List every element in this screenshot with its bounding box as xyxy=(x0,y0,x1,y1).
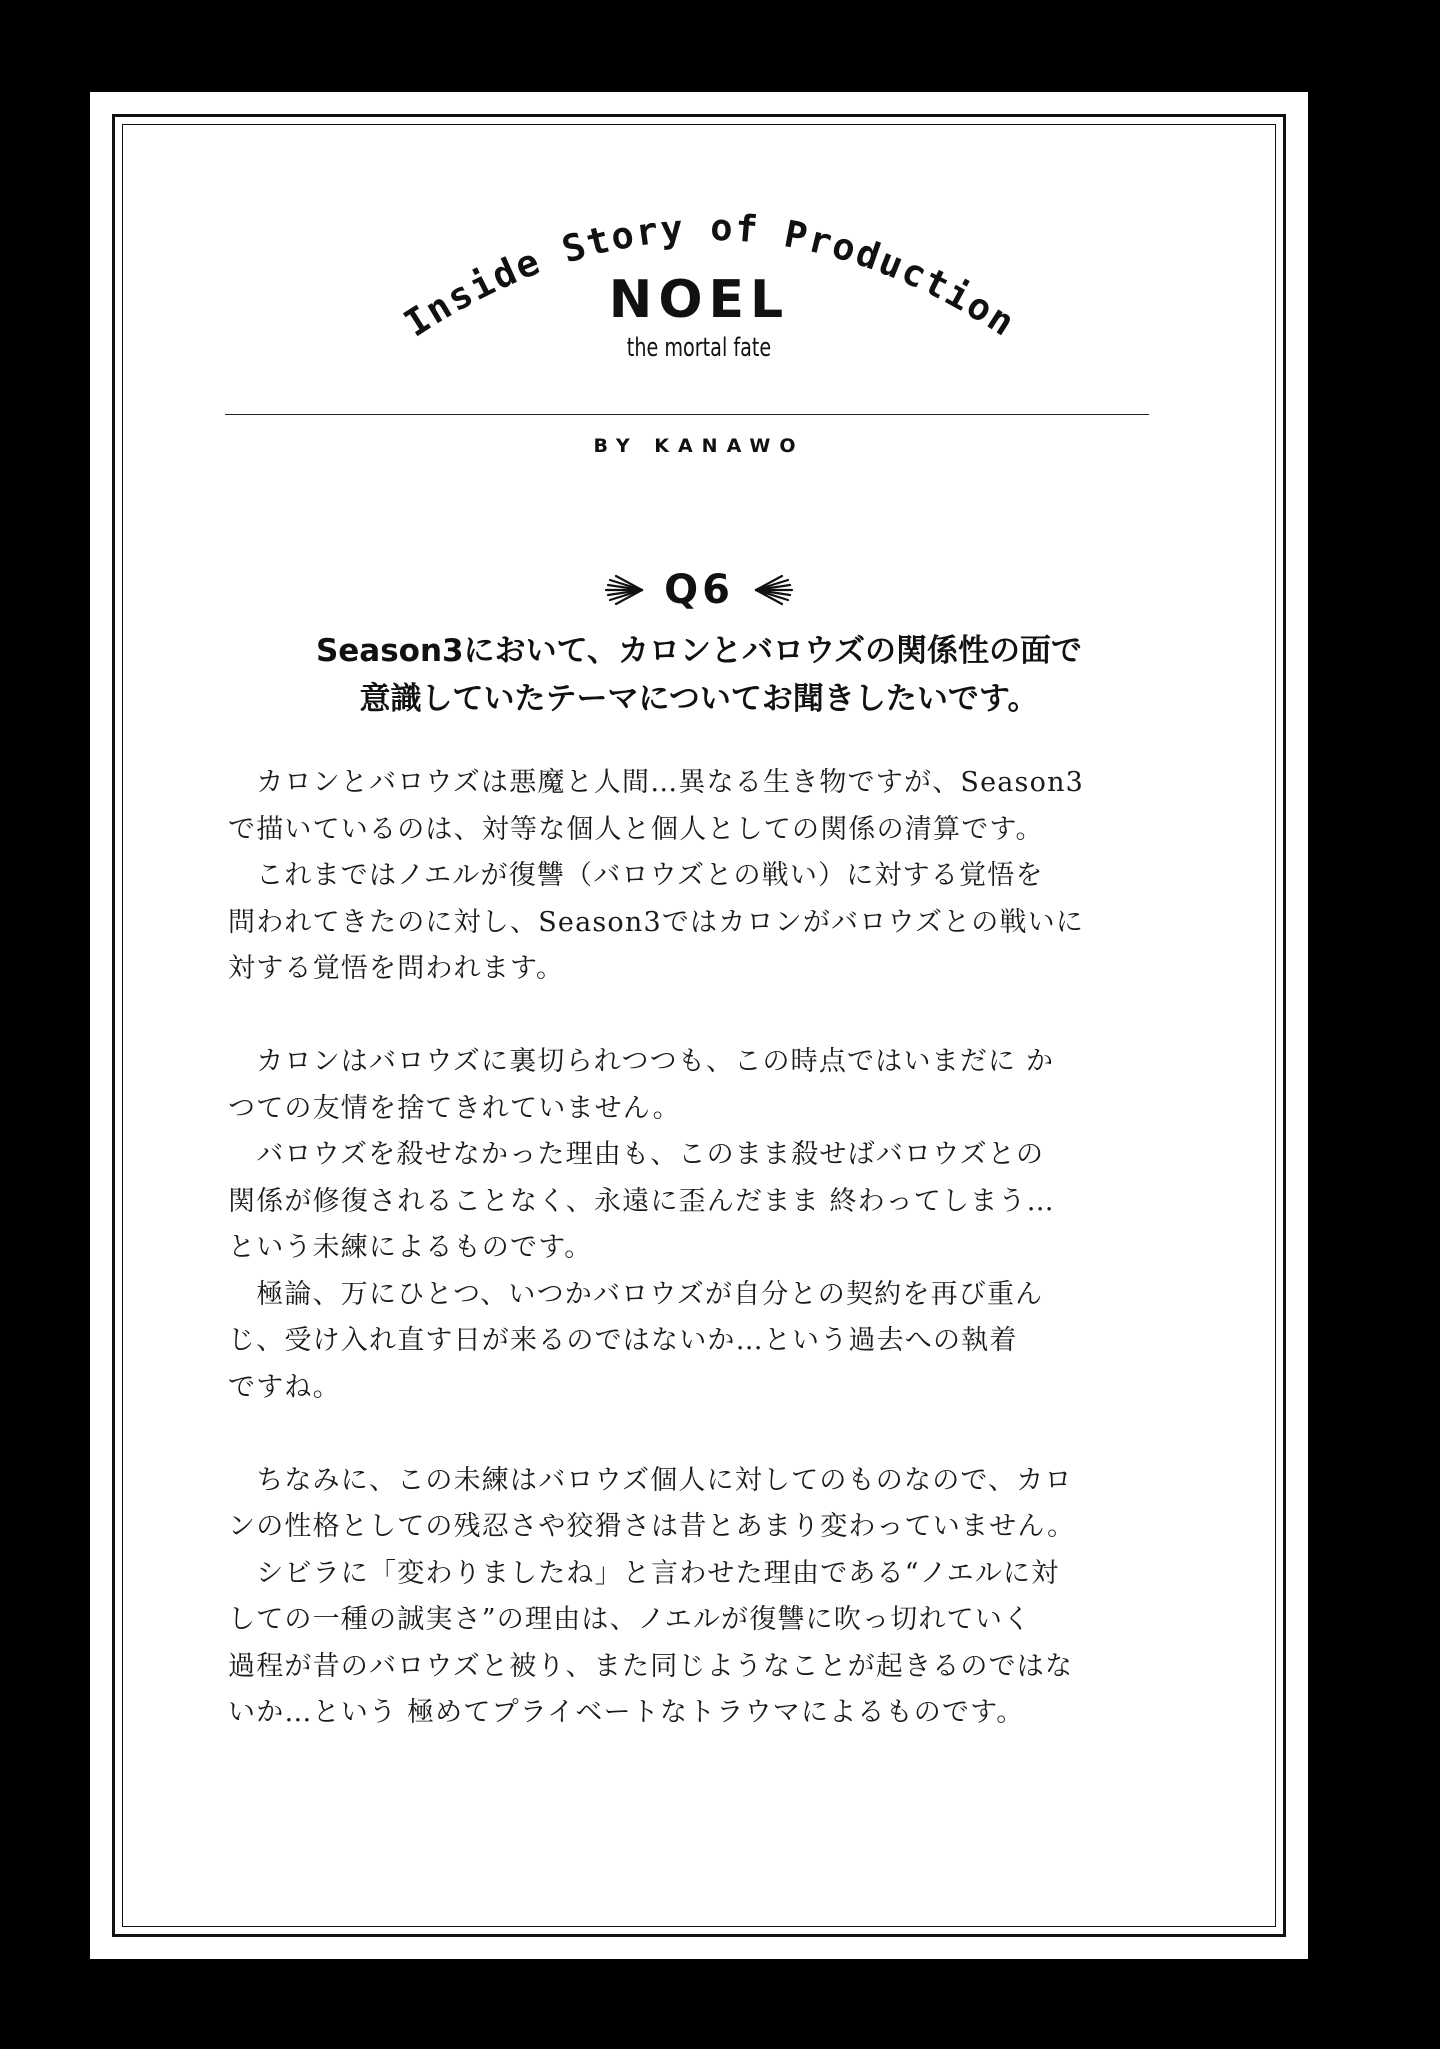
paragraph-gap xyxy=(228,1411,1178,1458)
answer-line: しての一種の誠実さ”の理由は、ノエルが復讐に吹っ切れていく xyxy=(228,1604,1032,1635)
answer-line: ちなみに、この未練はバロウズ個人に対してのものなので、カロ xyxy=(228,1464,1073,1496)
answer-line: いか…という 極めてプライベートなトラウマによるものです。 xyxy=(228,1697,1025,1728)
paragraph-gap xyxy=(228,993,1178,1040)
answer-line: バロウズを殺せなかった理由も、このまま殺せばバロウズとの xyxy=(228,1139,1045,1170)
question-number: Q6 xyxy=(664,567,734,613)
answer-line: 関係が修復されることなく、永遠に歪んだまま 終わってしまう… xyxy=(228,1185,1055,1217)
answer-line: 極論、万にひとつ、いつかバロウズが自分との契約を再び重ん xyxy=(228,1278,1044,1310)
answer-line: ですね。 xyxy=(228,1371,341,1403)
right-ornament-icon xyxy=(752,574,796,606)
answer-line: シビラに「変わりましたね」と言わせた理由である“ノエルに対 xyxy=(228,1557,1060,1589)
answer-line: つての友情を捨てきれていません。 xyxy=(228,1092,681,1124)
answer-line: カロンとバロウズは悪魔と人間…異なる生き物ですが、Season3 xyxy=(228,767,1085,798)
answer-body xyxy=(228,760,1178,1737)
question-heading xyxy=(90,567,1308,613)
answer-line: これまではノエルが復讐（バロウズとの戦い）に対する覚悟を xyxy=(228,860,1044,891)
page-title: NOEL xyxy=(608,270,790,330)
answer-line: ンの性格としての残忍さや狡猾さは昔とあまり変わっていません。 xyxy=(228,1511,1076,1542)
question-line: Season3において、カロンとバロウズの関係性の面で xyxy=(315,633,1083,669)
answer-line: という未練によるものです。 xyxy=(228,1232,593,1263)
question-line: 意識していたテーマについてお聞きしたいです。 xyxy=(359,681,1039,717)
left-ornament-icon xyxy=(602,574,646,606)
answer-line: 過程が昔のバロウズと被り、また同じようなことが起きるのではな xyxy=(228,1650,1074,1682)
answer-line: カロンはバロウズに裏切られつつも、この時点ではいまだに か xyxy=(228,1046,1055,1077)
question-text xyxy=(90,627,1308,723)
divider xyxy=(225,414,1149,415)
answer-line: 問われてきたのに対し、Season3ではカロンがバロウズとの戦いに xyxy=(228,906,1085,938)
answer-line: じ、受け入れ直す日が来るのではないか…という過去への執着 xyxy=(228,1325,1018,1356)
byline: BY KANAWO xyxy=(593,435,805,457)
answer-line: 対する覚悟を問われます。 xyxy=(228,953,565,984)
document-page xyxy=(90,92,1308,1959)
arc-heading-text: Inside Story of Production xyxy=(396,205,1024,346)
answer-line: で描いているのは、対等な個人と個人としての関係の清算です。 xyxy=(228,813,1044,845)
page-subtitle: the mortal fate xyxy=(626,333,772,363)
